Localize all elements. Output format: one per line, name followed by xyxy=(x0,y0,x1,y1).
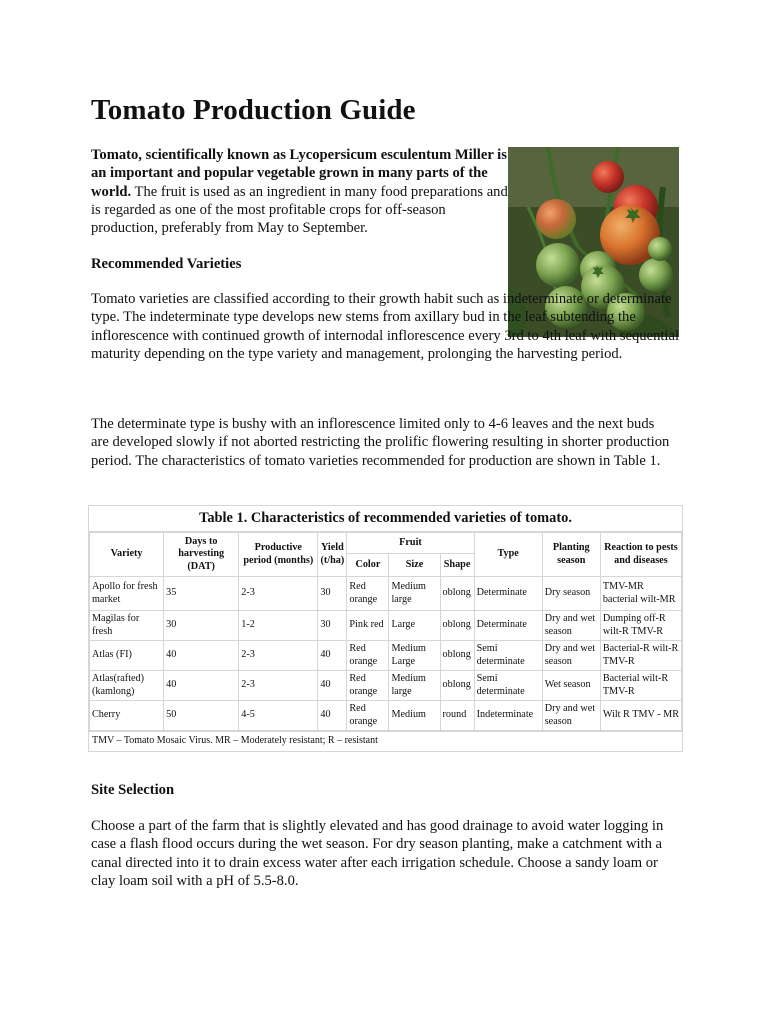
cell-days: 40 xyxy=(164,641,239,671)
cell-shape: round xyxy=(440,701,474,731)
cell-yield: 30 xyxy=(318,611,347,641)
varieties-table-figure xyxy=(88,505,683,752)
cell-type: Semi determinate xyxy=(474,641,542,671)
cell-type: Indeterminate xyxy=(474,701,542,731)
cell-shape: oblong xyxy=(440,641,474,671)
header-variety: Variety xyxy=(90,533,164,577)
cell-color: Red orange xyxy=(347,671,389,701)
cell-size: Medium Large xyxy=(389,641,440,671)
header-days: Days to harvesting (DAT) xyxy=(164,533,239,577)
table-footnote: TMV – Tomato Mosaic Virus. MR – Moderately resistant; R – resistant xyxy=(89,731,682,751)
cell-type: Determinate xyxy=(474,611,542,641)
cell-color: Red orange xyxy=(347,701,389,731)
cell-type: Semi determinate xyxy=(474,671,542,701)
cell-variety: Cherry xyxy=(90,701,164,731)
cell-yield: 40 xyxy=(318,641,347,671)
varieties-paragraph-1: Tomato varieties are classified according to their growth habit such as indeterminate or determinate type. The indeterminate type develops new stems from axillary bud in the leaf subtending the inflorescence with continued growth of internodal inflorescence every 3rd to 4th leaf with sequential maturity depending on the type variety and management, prolonging the harvesting period. xyxy=(91,291,680,362)
cell-days: 35 xyxy=(164,577,239,611)
cell-color: Red orange xyxy=(347,641,389,671)
cell-yield: 30 xyxy=(318,577,347,611)
header-size: Size xyxy=(389,554,440,577)
cell-shape: oblong xyxy=(440,611,474,641)
table-header-row xyxy=(90,533,682,554)
cell-productive: 1-2 xyxy=(239,611,318,641)
cell-days: 40 xyxy=(164,671,239,701)
varieties-paragraph-2: The determinate type is bushy with an inflorescence limited only to 4-6 leaves and the next buds are developed slowly if not aborted restricting the prolific flowering resulting in shorter production period. The characteristics of tomato varieties recommended for production are shown in Table 1. xyxy=(91,416,670,469)
table-row xyxy=(90,577,682,611)
varieties-heading: Recommended Varieties xyxy=(91,256,242,272)
cell-yield: 40 xyxy=(318,701,347,731)
cell-reaction: Bacterial wilt-R TMV-R xyxy=(600,671,681,701)
cell-season: Dry and wet season xyxy=(542,641,600,671)
cell-productive: 2-3 xyxy=(239,641,318,671)
cell-variety: Atlas(rafted) (kamlong) xyxy=(90,671,164,701)
cell-shape: oblong xyxy=(440,671,474,701)
intro-paragraph xyxy=(91,146,516,237)
cell-color: Pink red xyxy=(347,611,389,641)
cell-size: Medium xyxy=(389,701,440,731)
cell-variety: Atlas (FI) xyxy=(90,641,164,671)
varieties-table xyxy=(89,532,682,731)
cell-productive: 2-3 xyxy=(239,671,318,701)
header-reaction: Reaction to pests and diseases xyxy=(600,533,681,577)
cell-variety: Apollo for fresh market xyxy=(90,577,164,611)
table-row xyxy=(90,701,682,731)
header-type: Type xyxy=(474,533,542,577)
cell-productive: 4-5 xyxy=(239,701,318,731)
intro-text: The fruit is used as an ingredient in many food preparations and is regarded as one of the most profitable crops for off-season production, preferably from May to September. xyxy=(91,183,508,237)
cell-yield: 40 xyxy=(318,671,347,701)
cell-days: 30 xyxy=(164,611,239,641)
header-shape: Shape xyxy=(440,554,474,577)
cell-season: Dry and wet season xyxy=(542,701,600,731)
header-fruit: Fruit xyxy=(347,533,474,554)
cell-reaction: TMV-MR bacterial wilt-MR xyxy=(600,577,681,611)
cell-type: Determinate xyxy=(474,577,542,611)
cell-days: 50 xyxy=(164,701,239,731)
header-planting: Planting season xyxy=(542,533,600,577)
cell-variety: Magilas for fresh xyxy=(90,611,164,641)
header-productive: Productive period (months) xyxy=(239,533,318,577)
cell-season: Dry and wet season xyxy=(542,611,600,641)
header-yield: Yield (t/ha) xyxy=(318,533,347,577)
header-color: Color xyxy=(347,554,389,577)
table-row xyxy=(90,611,682,641)
cell-shape: oblong xyxy=(440,577,474,611)
cell-size: Large xyxy=(389,611,440,641)
cell-season: Wet season xyxy=(542,671,600,701)
cell-size: Medium large xyxy=(389,577,440,611)
table-row xyxy=(90,671,682,701)
cell-size: Medium large xyxy=(389,671,440,701)
intro-bold-text: Tomato, scientifically known as Lycopersicum esculentum Miller is an important and popular vegetable grown in many parts of the world. xyxy=(91,147,507,200)
cell-color: Red orange xyxy=(347,577,389,611)
table-caption: Table 1. Characteristics of recommended varieties of tomato. xyxy=(89,506,682,532)
cell-reaction: Wilt R TMV - MR xyxy=(600,701,681,731)
cell-productive: 2-3 xyxy=(239,577,318,611)
cell-reaction: Bacterial-R wilt-R TMV-R xyxy=(600,641,681,671)
site-selection-heading: Site Selection xyxy=(91,782,175,798)
site-selection-paragraph: Choose a part of the farm that is slightly elevated and has good drainage to avoid water logging in case a flash flood occurs during the wet season. For dry season planting, make a catchment with a canal directed into it to drain excess water after each irrigation schedule. Choose a sandy loam or clay loam soil with a pH of 5.5-8.0. xyxy=(91,818,664,889)
cell-season: Dry season xyxy=(542,577,600,611)
cell-reaction: Dumping off-R wilt-R TMV-R xyxy=(600,611,681,641)
table-row xyxy=(90,641,682,671)
page-title: Tomato Production Guide xyxy=(91,94,416,126)
